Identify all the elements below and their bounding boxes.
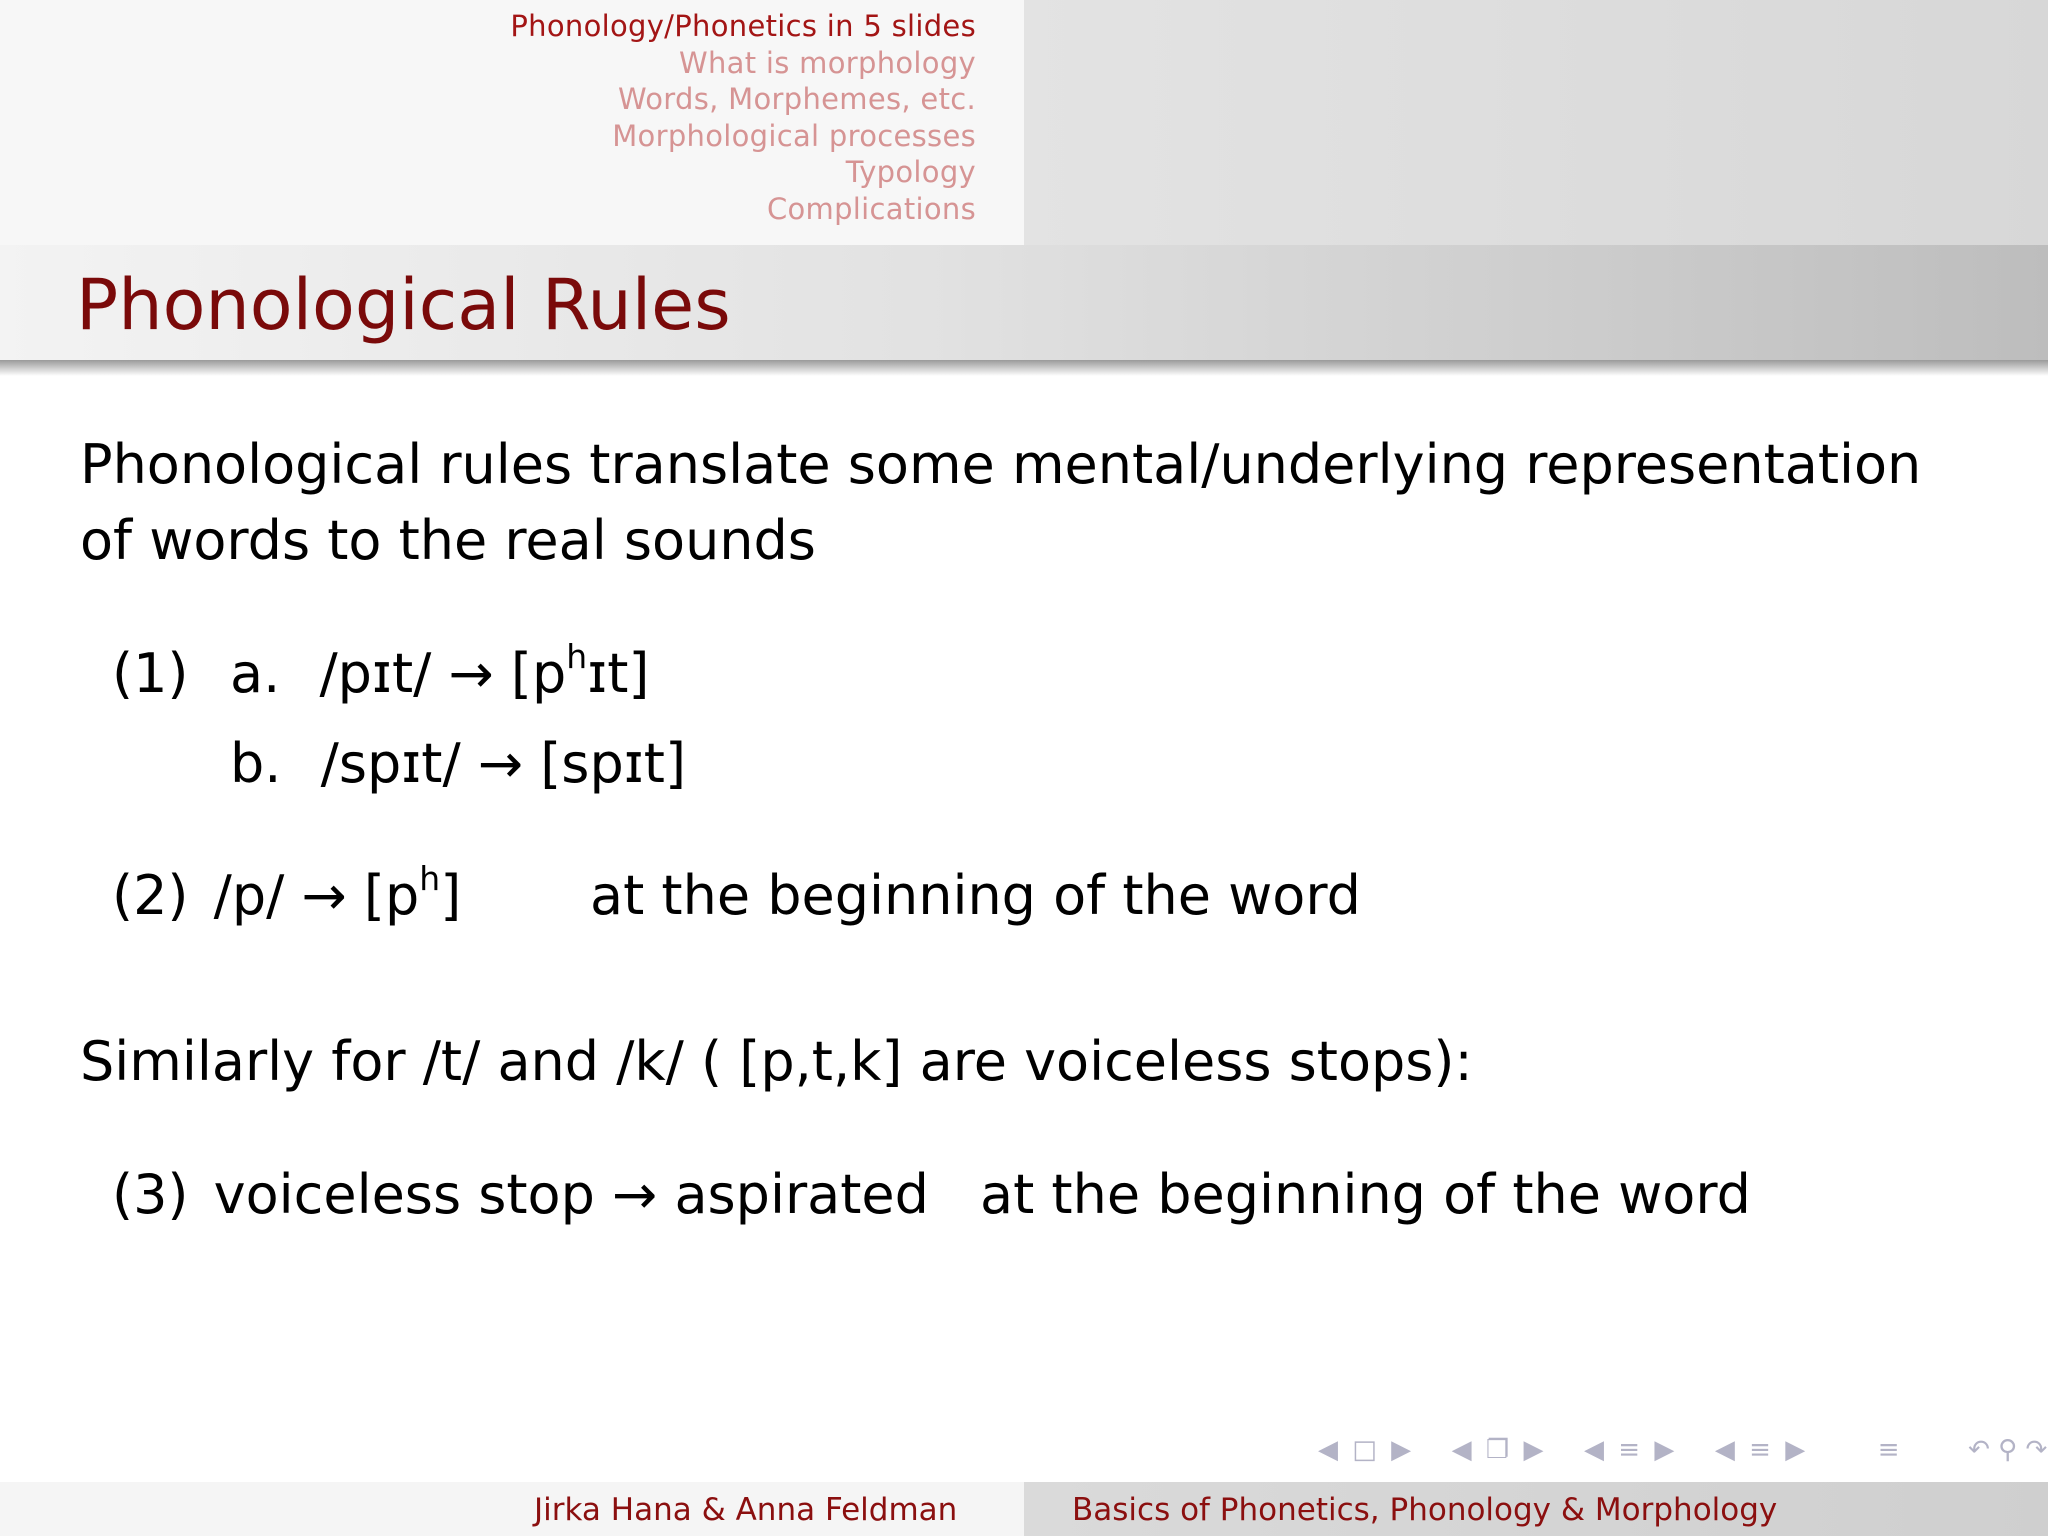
section-nav (510, 8, 976, 227)
forward-icon[interactable]: ↷ (2025, 1435, 2048, 1465)
nav-next-section-icon[interactable]: ▶ (1654, 1435, 1675, 1465)
nav-prev-frame-icon[interactable]: ◀ (1318, 1435, 1338, 1465)
section-icon[interactable]: ≡ (1618, 1435, 1641, 1465)
header-nav-right (1024, 0, 2048, 245)
example-2-number: (2) (112, 864, 189, 927)
example-1b-text: /spɪt/ → [spɪt] (320, 732, 687, 795)
similarly-paragraph: Similarly for /t/ and /k/ ( [p,t,k] are voiceless stops): (80, 1030, 1473, 1093)
nav-item-phonology[interactable]: Phonology/Phonetics in 5 slides (510, 9, 976, 43)
nav-prev-section-icon[interactable]: ◀ (1584, 1435, 1605, 1465)
example-1b-label: b. (230, 732, 282, 795)
example-2-condition: at the beginning of the word (590, 864, 1361, 927)
nav-next-subsection-icon[interactable]: ▶ (1523, 1435, 1544, 1465)
example-1a-label: a. (230, 642, 281, 705)
example-1a (230, 637, 650, 706)
intro-paragraph: Phonological rules translate some mental/underlying representation of words to the real sounds (80, 433, 1922, 572)
nav-item-typology[interactable]: Typology (845, 155, 976, 189)
example-1b (230, 732, 686, 796)
nav-next-frame-icon[interactable]: ▶ (1391, 1435, 1412, 1465)
frame-icon[interactable]: □ (1352, 1435, 1377, 1465)
title-shadow (0, 360, 2048, 376)
nav-prev-part-icon[interactable]: ◀ (1714, 1435, 1735, 1465)
example-1-number: (1) (112, 642, 189, 705)
document-icon[interactable]: ≡ (1877, 1435, 1900, 1465)
example-2 (112, 859, 462, 928)
example-2-left: /p/ → [p (213, 864, 420, 927)
example-2-right: ] (440, 864, 462, 927)
nav-next-part-icon[interactable]: ▶ (1785, 1435, 1806, 1465)
beamer-nav-symbols (1318, 1432, 2047, 1468)
example-3-number: (3) (112, 1163, 189, 1226)
nav-prev-subsection-icon[interactable]: ◀ (1451, 1435, 1472, 1465)
subsection-icon[interactable]: ❐ (1485, 1435, 1510, 1465)
example-1a-left: /pɪt/ → [p (319, 642, 567, 705)
footer-authors: Jirka Hana & Anna Feldman (534, 1492, 958, 1528)
search-icon[interactable]: ⚲ (1998, 1435, 2018, 1465)
example-3-condition: at the beginning of the word (980, 1163, 1751, 1226)
header-nav-left (0, 0, 1024, 245)
example-1a-right: ɪt] (587, 642, 650, 705)
example-1 (112, 642, 189, 706)
nav-item-what-is-morphology[interactable]: What is morphology (678, 45, 976, 80)
footer-talk-title: Basics of Phonetics, Phonology & Morphology (1072, 1492, 1778, 1528)
part-icon[interactable]: ≡ (1749, 1435, 1771, 1465)
example-3 (112, 1163, 929, 1227)
nav-item-complications[interactable]: Complications (766, 191, 976, 226)
frame-title: Phonological Rules (76, 264, 731, 346)
nav-item-words-morphemes[interactable]: Words, Morphemes, etc. (617, 82, 976, 116)
example-3-text: voiceless stop → aspirated (213, 1163, 929, 1226)
aspiration-superscript: h (419, 859, 441, 898)
aspiration-superscript: h (566, 637, 588, 676)
nav-item-morphological-processes[interactable]: Morphological processes (612, 118, 976, 153)
back-icon[interactable]: ↶ (1968, 1435, 1990, 1465)
